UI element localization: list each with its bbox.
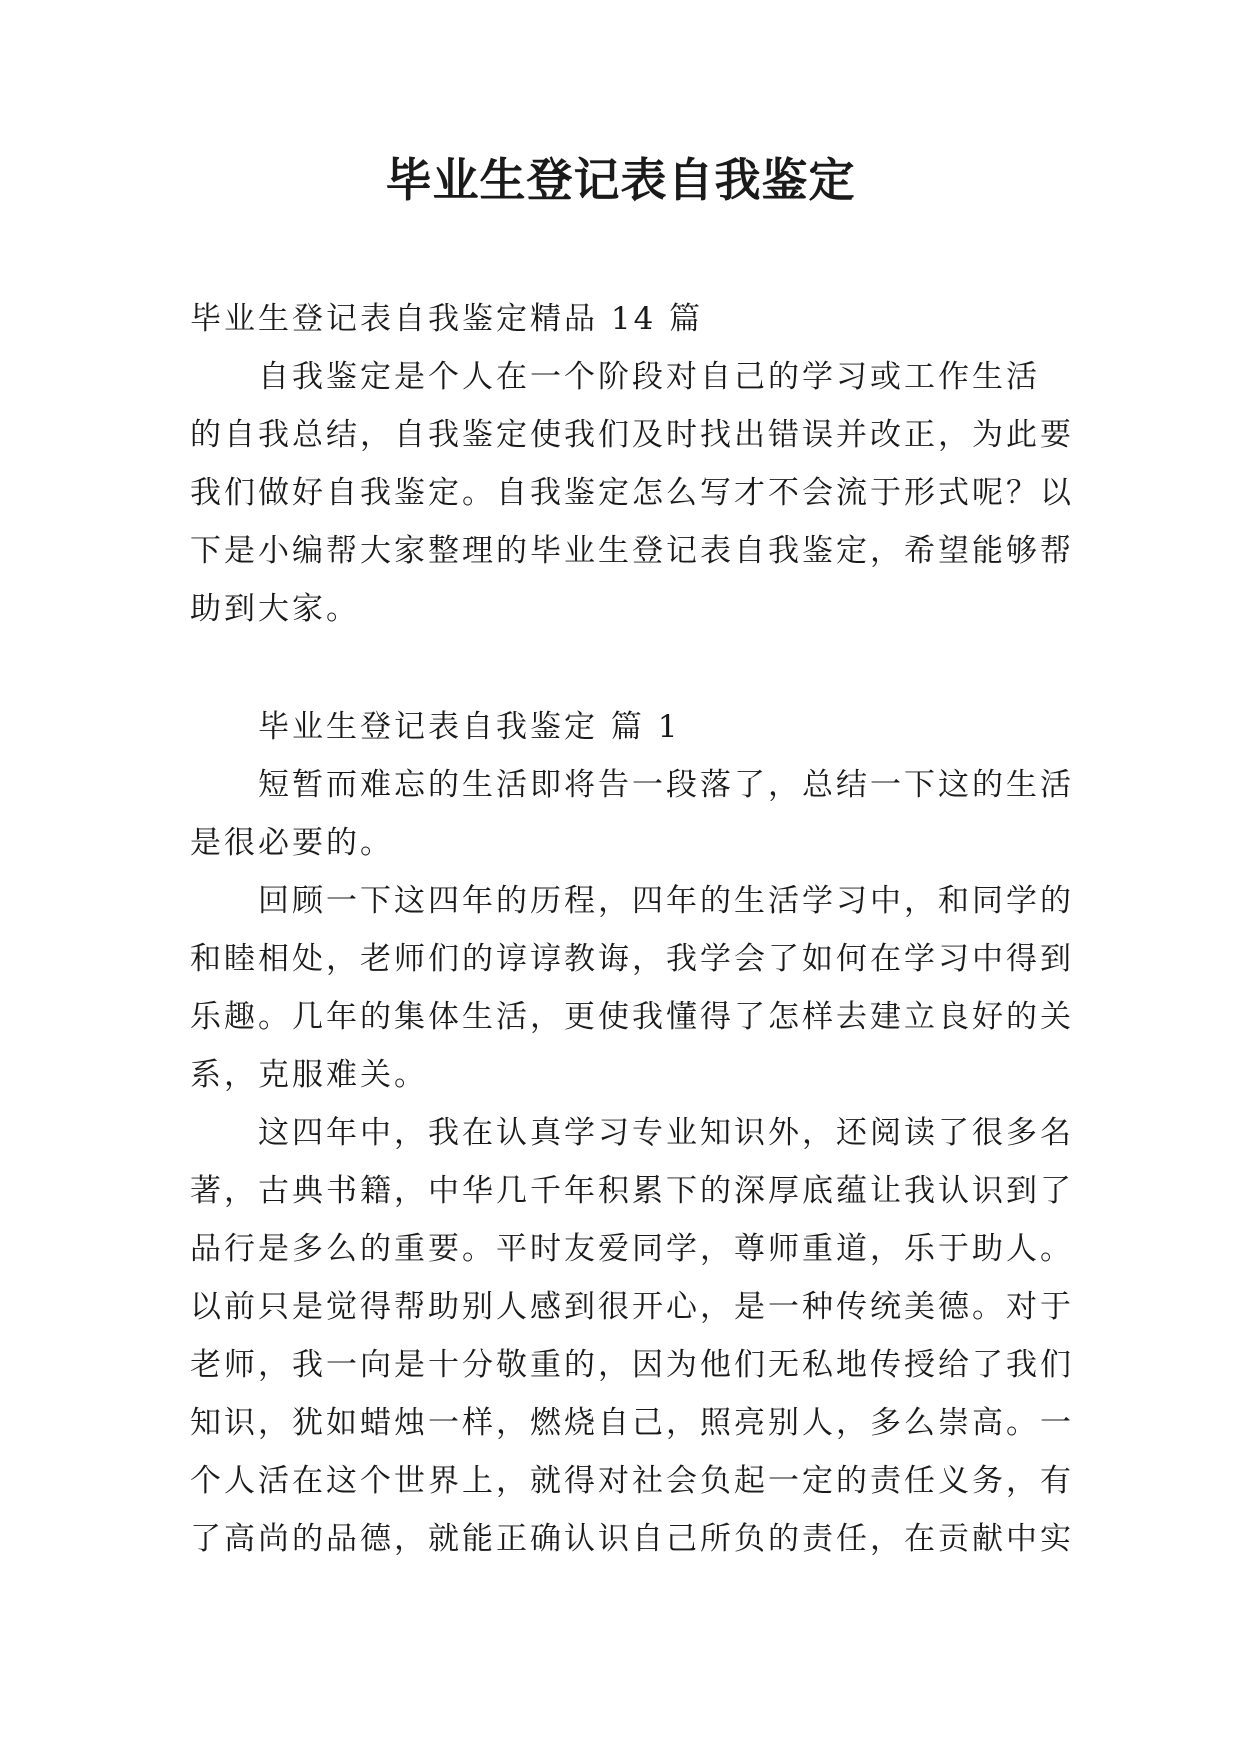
section-heading: 毕业生登记表自我鉴定 篇 1	[258, 709, 681, 745]
paragraph-line: 系，克服难关。	[190, 1057, 428, 1093]
paragraph-line: 著，古典书籍，中华几千年积累下的深厚底蕴让我认识到了	[190, 1173, 1074, 1209]
paragraph-line: 品行是多么的重要。平时友爱同学，尊师重道，乐于助人。	[190, 1231, 1074, 1267]
paragraph-line: 了高尚的品德，就能正确认识自己所负的责任，在贡献中实	[190, 1521, 1074, 1557]
paragraph-line: 这四年中，我在认真学习专业知识外，还阅读了很多名	[258, 1115, 1074, 1151]
intro-line: 助到大家。	[190, 591, 360, 627]
section-spacer	[190, 638, 1060, 698]
paragraph-line: 乐趣。几年的集体生活，更使我懂得了怎样去建立良好的关	[190, 999, 1074, 1035]
paragraph-line: 回顾一下这四年的历程，四年的生活学习中，和同学的	[258, 883, 1074, 919]
document-title: 毕业生登记表自我鉴定	[385, 153, 856, 207]
document-body	[190, 290, 1074, 1568]
intro-line: 下是小编帮大家整理的毕业生登记表自我鉴定，希望能够帮	[190, 533, 1074, 569]
paragraph-line: 和睦相处，老师们的谆谆教诲，我学会了如何在学习中得到	[190, 941, 1074, 977]
intro-line: 的自我总结，自我鉴定使我们及时找出错误并改正，为此要	[190, 417, 1074, 453]
paragraph-line: 知识，犹如蜡烛一样，燃烧自己，照亮别人，多么崇高。一	[190, 1405, 1074, 1441]
document-subtitle: 毕业生登记表自我鉴定精品 14 篇	[190, 301, 704, 337]
paragraph-line: 老师，我一向是十分敬重的，因为他们无私地传授给了我们	[190, 1347, 1074, 1383]
paragraph-line: 短暂而难忘的生活即将告一段落了，总结一下这的生活	[258, 767, 1074, 803]
intro-line: 自我鉴定是个人在一个阶段对自己的学习或工作生活	[258, 359, 1040, 395]
paragraph-line: 是很必要的。	[190, 825, 394, 861]
paragraph-line: 个人活在这个世界上，就得对社会负起一定的责任义务，有	[190, 1463, 1074, 1499]
intro-line: 我们做好自我鉴定。自我鉴定怎么写才不会流于形式呢？以	[190, 475, 1074, 511]
paragraph-line: 以前只是觉得帮助别人感到很开心，是一种传统美德。对于	[190, 1289, 1074, 1325]
